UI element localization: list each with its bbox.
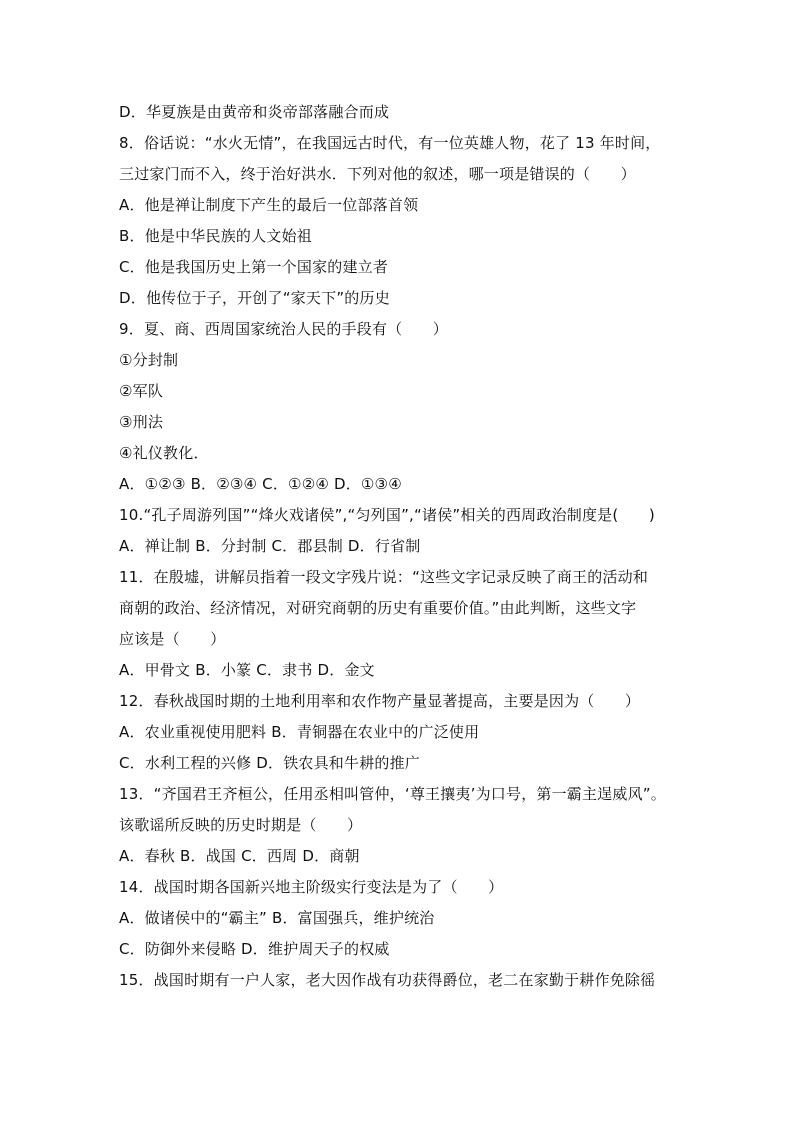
q11-options: A．甲骨文 B．小篆 C．隶书 D．金文 — [119, 661, 375, 679]
q8-option-c: C．他是我国历史上第一个国家的建立者 — [119, 258, 389, 276]
q7-option-d: D．华夏族是由黄帝和炎帝部落融合而成 — [119, 103, 390, 121]
q9-stem: 9．夏、商、西周国家统治人民的手段有（ ） — [119, 320, 448, 338]
q11-stem-line-3: 应该是（ ） — [119, 630, 226, 648]
q9-item-4: ④礼仪教化． — [119, 444, 209, 462]
q11-stem-line-1: 11．在殷墟，讲解员指着一段文字残片说：“这些文字记录反映了商王的活动和 — [119, 568, 649, 586]
q8-option-a: A．他是禅让制度下产生的最后一位部落首领 — [119, 196, 419, 214]
q12-stem: 12．春秋战国时期的土地利用率和农作物产量显著提高，主要是因为（ ） — [119, 692, 641, 710]
q9-item-3: ③刑法 — [119, 413, 164, 431]
q9-item-1: ①分封制 — [119, 351, 179, 369]
q9-options: A．①②③ B．②③④ C．①②④ D．①③④ — [119, 475, 402, 493]
q8-option-d: D．他传位于子，开创了“家天下”的历史 — [119, 289, 390, 307]
q8-stem-line-1: 8．俗话说：“水火无情”，在我国远古时代，有一位英雄人物，花了 13 年时间， — [119, 134, 661, 152]
q14-options-ab: A．做诸侯中的“霸主” B．富国强兵，维护统治 — [119, 909, 435, 927]
q14-options-cd: C．防御外来侵略 D．维护周天子的权威 — [119, 940, 390, 958]
q10-options: A．禅让制 B．分封制 C．郡县制 D．行省制 — [119, 537, 421, 555]
q12-options-ab: A．农业重视使用肥料 B．青铜器在农业中的广泛使用 — [119, 723, 480, 741]
q13-options: A．春秋 B．战国 C．西周 D．商朝 — [119, 847, 360, 865]
q15-stem-line-1: 15．战国时期有一户人家，老大因作战有功获得爵位，老二在家勤于耕作免除徭 — [119, 971, 656, 989]
q8-option-b: B．他是中华民族的人文始祖 — [119, 227, 312, 245]
q12-options-cd: C．水利工程的兴修 D．铁农具和牛耕的推广 — [119, 754, 420, 772]
q9-item-2: ②军队 — [119, 382, 164, 400]
q11-stem-line-2: 商朝的政治、经济情况，对研究商朝的历史有重要价值。”由此判断，这些文字 — [119, 599, 637, 617]
q13-stem-line-1: 13．“齐国君王齐桓公，任用丞相叫管仲，‘尊王攘夷’为口号，第一霸主逞威风”。 — [119, 785, 666, 803]
q14-stem: 14．战国时期各国新兴地主阶级实行变法是为了（ ） — [119, 878, 504, 896]
q8-stem-line-2: 三过家门而不入，终于治好洪水．下列对他的叙述，哪一项是错误的（ ） — [119, 165, 636, 183]
q10-stem: 10.“孔子周游列国”“烽火戏诸侯”,“匀列国”,“诸侯”相关的西周政治制度是( ) — [119, 506, 655, 524]
q13-stem-line-2: 该歌谣所反映的历史时期是（ ） — [119, 816, 363, 834]
